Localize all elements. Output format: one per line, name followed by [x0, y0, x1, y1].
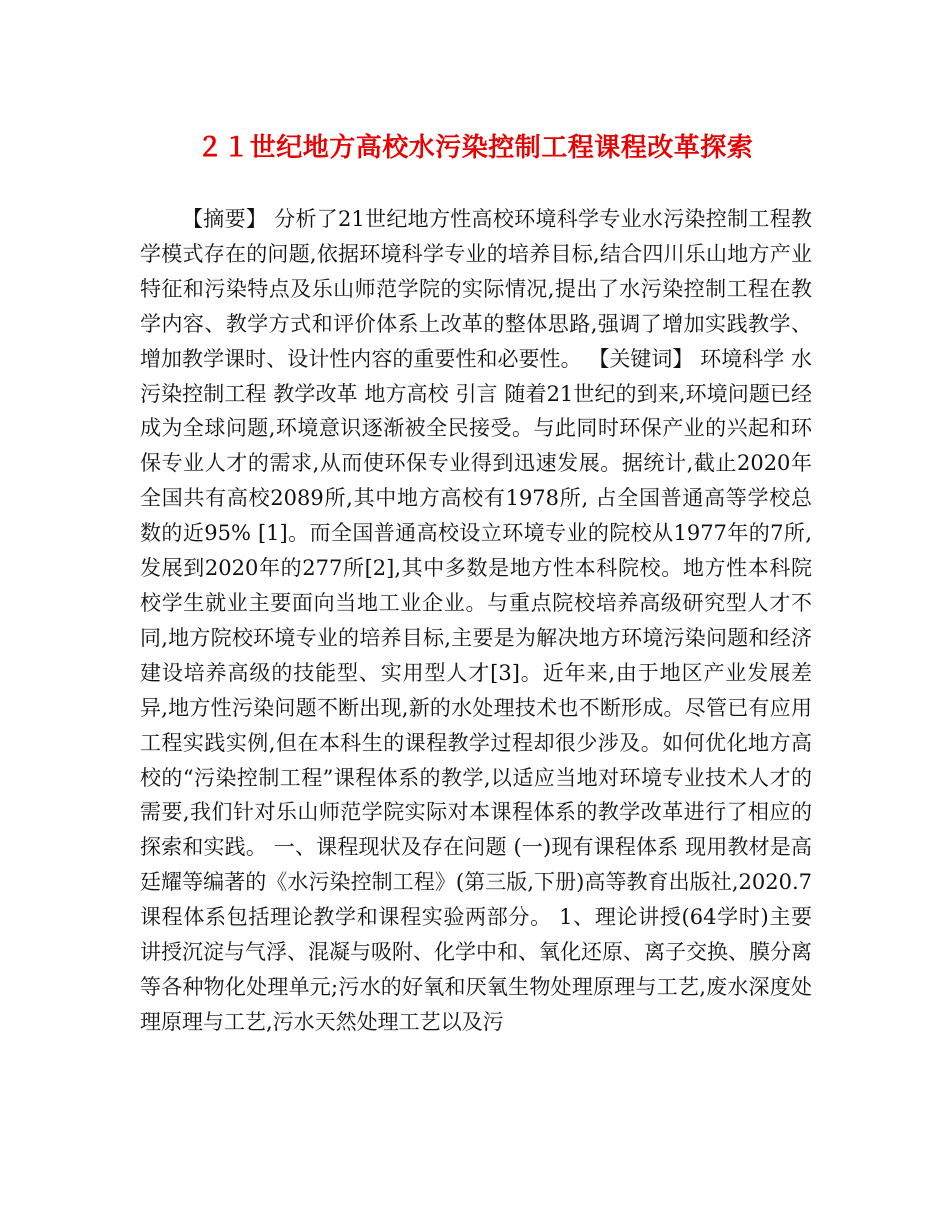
document-body-text: 【摘要】 分析了21世纪地方性高校环境科学专业水污染控制工程教学模式存在的问题,依据环境科学专业的培养目标,结合四川乐山地方产业特征和污染特点及乐山师范学院的实际情况,提出了水污染控制工程在教学内容、教学方式和评价体系上改革的整体思路,强调了增加实践教学、增加教学课时、设计性内容的重要性和必要性。 【关键词】 环境科学 水污染控制工程 教学改革 地方高校 引言 随着21世纪的到来,环境问题已经成为全球问题,环境意识逐渐被全民接受。与此同时环保产业的兴起和环保专业人才的需求,从而使环保专业得到迅速发展。据统计,截止2020年全国共有高校2089所,其中地方高校有1978所, 占全国普通高等学校总数的近95% [1]。而全国普通高校设立环境专业的院校从1977年的7所,发展到2020年的277所[2],其中多数是地方性本科院校。地方性本科院校学生就业主要面向当地工业企业。与重点院校培养高级研究型人才不同,地方院校环境专业的培养目标,主要是为解决地方环境污染问题和经济建设培养高级的技能型、实用型人才[3]。近年来,由于地区产业发展差异,地方性污染问题不断出现,新的水处理技术也不断形成。尽管已有应用工程实践实例,但在本科生的课程教学过程却很少涉及。如何优化地方高校的“污染控制工程”课程体系的教学,以适应当地对环境专业技术人才的需要,我们针对乐山师范学院实际对本课程体系的教学改革进行了相应的探索和实践。 一、课程现状及存在问题 (一)现有课程体系 现用教材是高廷耀等编著的《水污染控制工程》(第三版,下册)高等教育出版社,2020.7课程体系包括理论教学和课程实验两部分。 1、理论讲授(64学时)主要讲授沉淀与气浮、混凝与吸附、化学中和、氧化还原、离子交换、膜分离等各种物化处理单元;污水的好氧和厌氧生物处理原理与工艺,废水深度处理原理与工艺,污水天然处理工艺以及污 [140, 207, 812, 1034]
document-title: ２１世纪地方高校水污染控制工程课程改革探索 [196, 133, 754, 163]
